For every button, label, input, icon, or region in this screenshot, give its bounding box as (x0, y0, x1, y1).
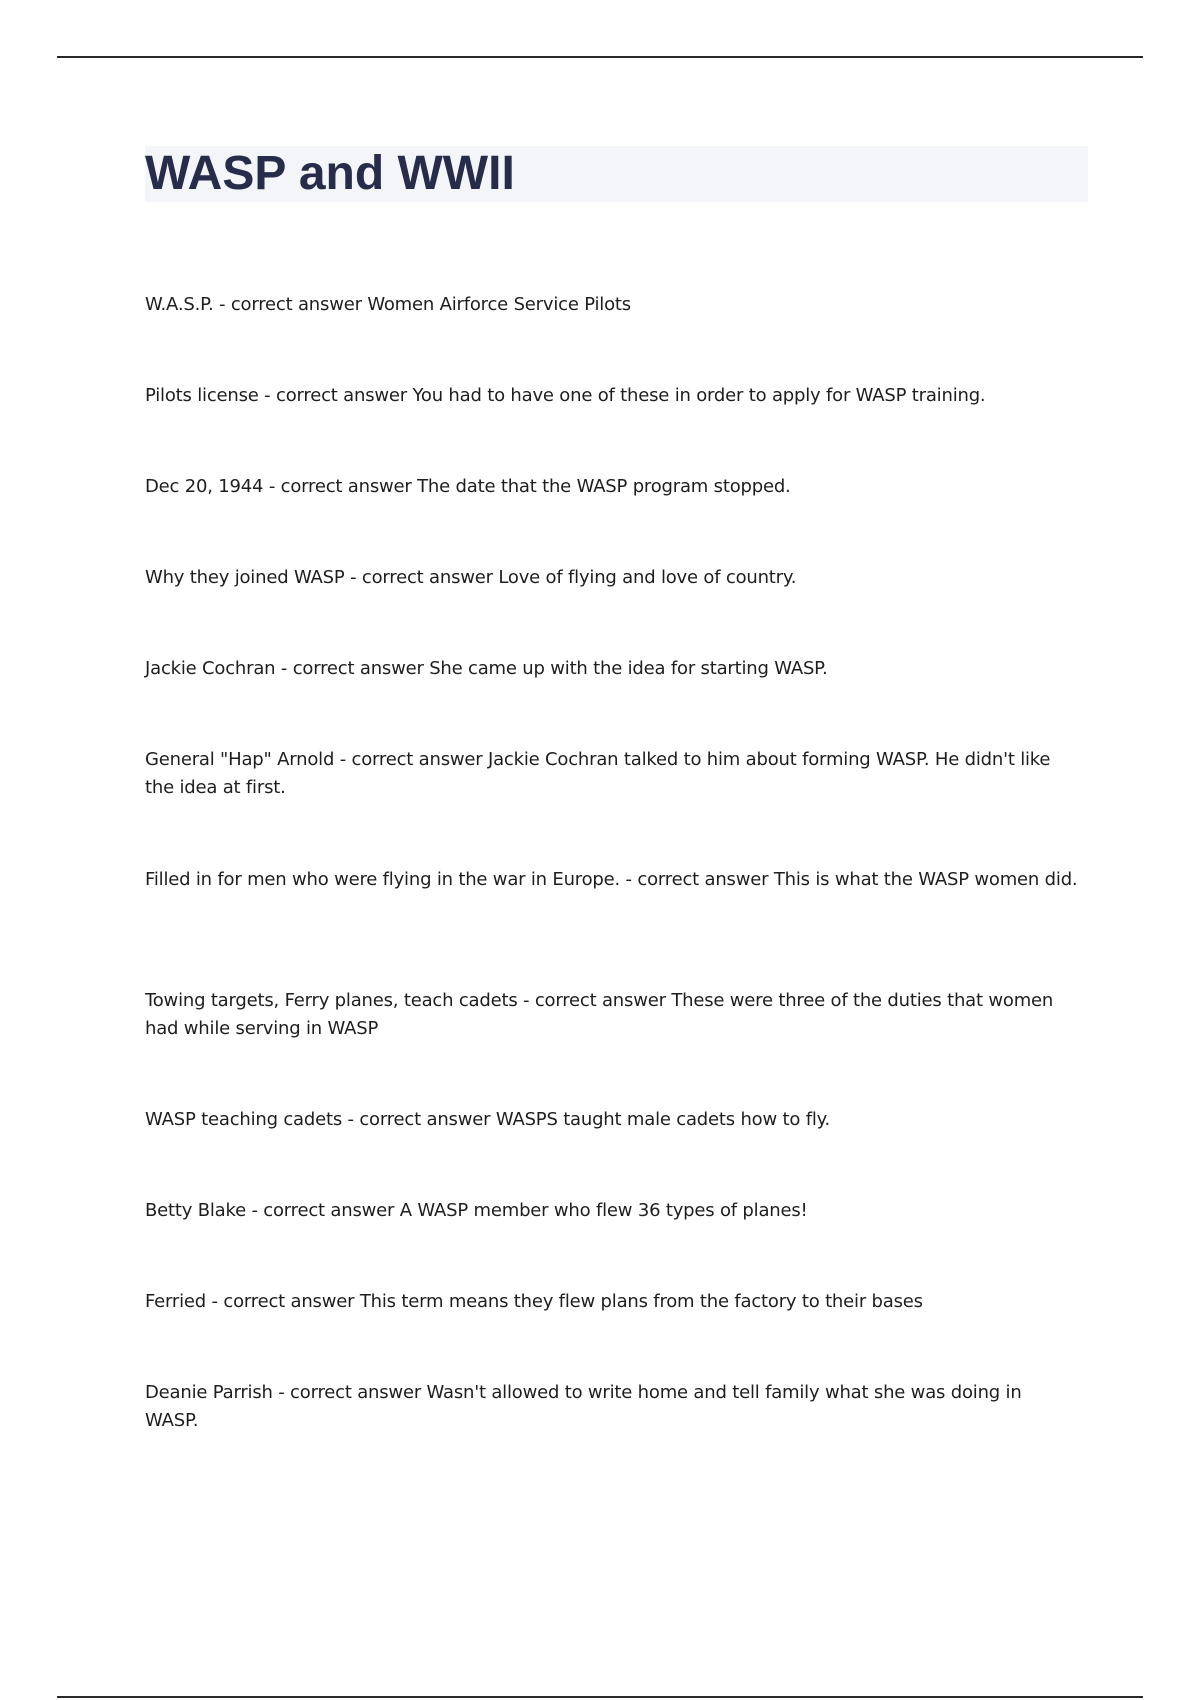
qa-item: Dec 20, 1944 - correct answer The date that the WASP program stopped. (145, 476, 791, 497)
header-rule (57, 56, 1143, 58)
qa-item: W.A.S.P. - correct answer Women Airforce Service Pilots (145, 294, 631, 315)
qa-item: WASP teaching cadets - correct answer WASPS taught male cadets how to fly. (145, 1109, 831, 1130)
qa-item: Ferried - correct answer This term means they flew plans from the factory to their bases (145, 1291, 923, 1312)
qa-item: Filled in for men who were flying in the war in Europe. - correct answer This is what the WASP women did. (145, 869, 1078, 890)
qa-item: General "Hap" Arnold - correct answer Jackie Cochran talked to him about forming WASP. He didn't like the idea at first. (145, 749, 1051, 798)
qa-item: Why they joined WASP - correct answer Love of flying and love of country. (145, 567, 797, 588)
qa-item: Deanie Parrish - correct answer Wasn't allowed to write home and tell family what she was doing in WASP. (145, 1382, 1022, 1431)
qa-item: Jackie Cochran - correct answer She came up with the idea for starting WASP. (145, 658, 828, 679)
page-title: WASP and WWII (145, 146, 1088, 202)
footer-rule (57, 1696, 1143, 1698)
qa-item: Betty Blake - correct answer A WASP member who flew 36 types of planes! (145, 1200, 808, 1221)
qa-item: Towing targets, Ferry planes, teach cadets - correct answer These were three of the duties that women had while serving in WASP (145, 990, 1054, 1039)
qa-item: Pilots license - correct answer You had to have one of these in order to apply for WASP training. (145, 385, 986, 406)
